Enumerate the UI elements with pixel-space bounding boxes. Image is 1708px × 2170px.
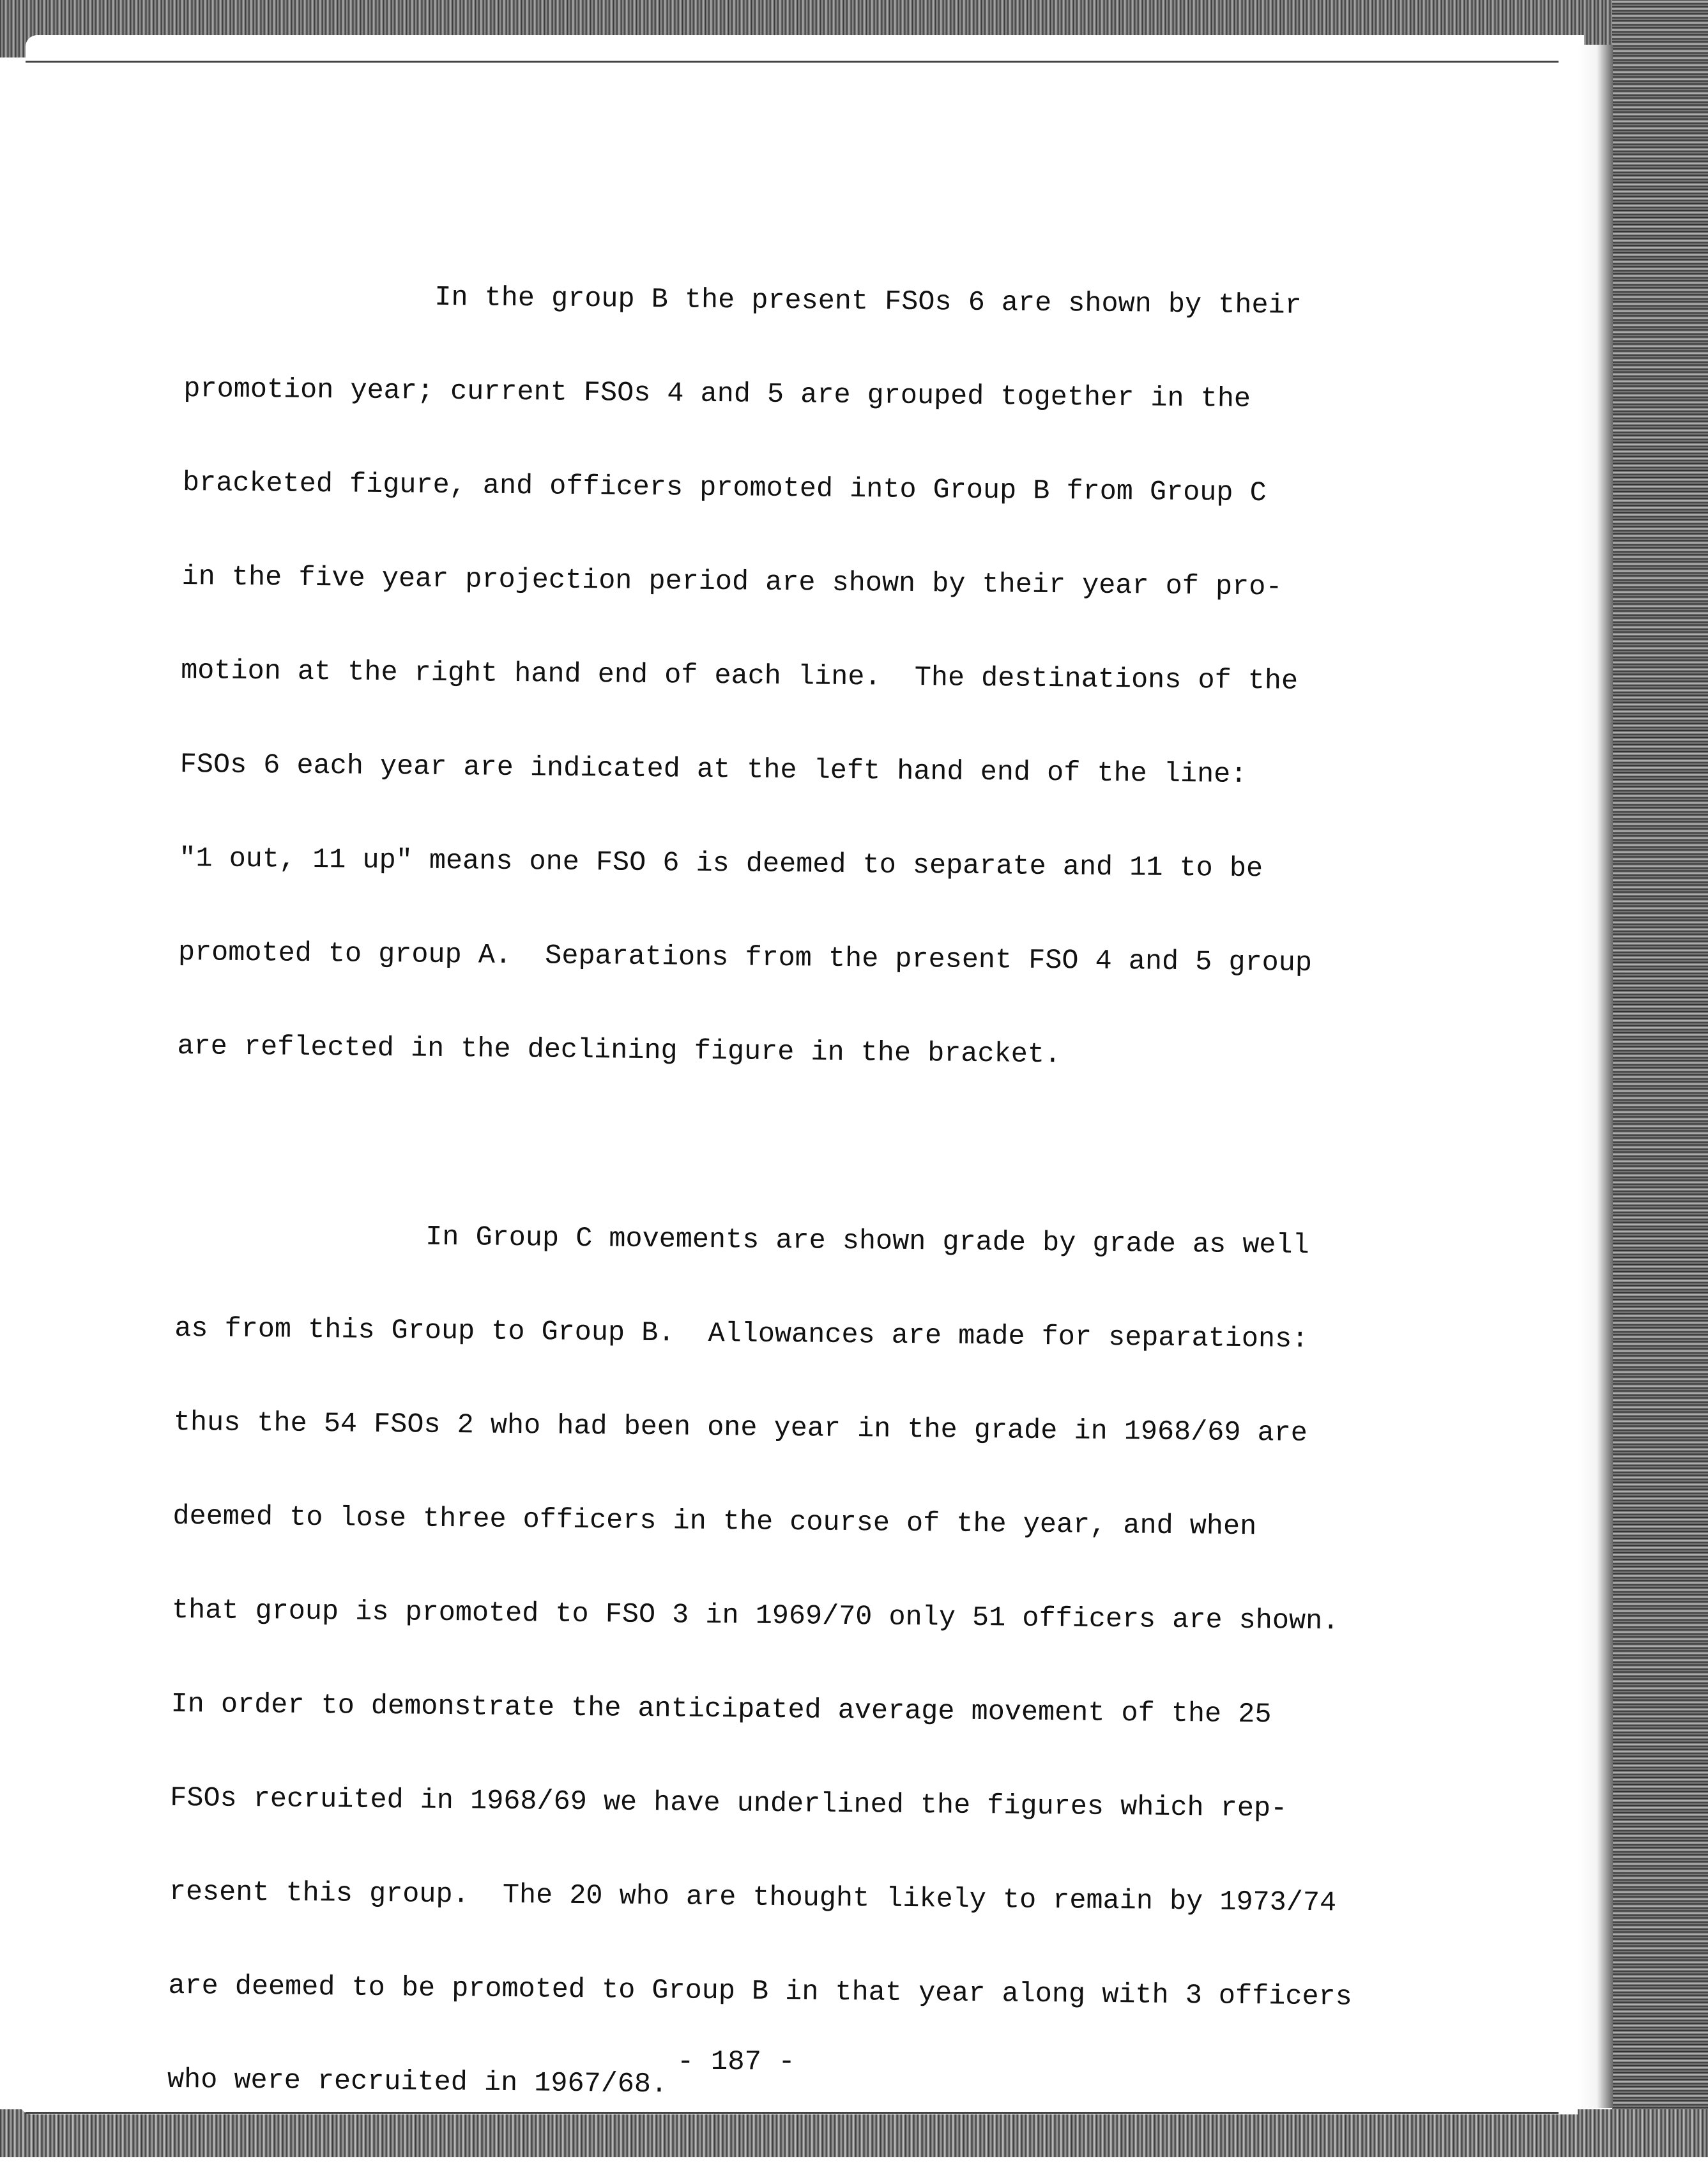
scan-edge-right — [1612, 0, 1708, 2157]
page-body — [167, 217, 1352, 2169]
text-line: In the group B the present FSOs 6 are shown by their — [184, 279, 1302, 322]
text-line: as from this Group to Group B. Allowances are made for separations: — [174, 1313, 1309, 1356]
text-line: motion at the right hand end of each line. The destinations of the — [180, 655, 1299, 698]
text-line: resent this group. The 20 who are thought likely to remain by 1973/74 — [169, 1876, 1337, 1920]
page-number: - 187 - — [677, 2046, 795, 2078]
paragraph-group-c — [167, 1157, 1352, 2169]
text-line: In Group C movements are shown grade by grade as well — [175, 1219, 1309, 1262]
paragraph-group-b — [176, 217, 1335, 1136]
text-line: deemed to lose three officers in the course of the year, and when — [172, 1501, 1257, 1543]
text-line: that group is promoted to FSO 3 in 1969/70 only 51 officers are shown. — [171, 1594, 1339, 1638]
page-border-top — [26, 61, 1559, 63]
text-line: are reflected in the declining figure in the bracket. — [177, 1030, 1062, 1071]
text-line: "1 out, 11 up" means one FSO 6 is deemed to separate and 11 to be — [179, 843, 1263, 885]
text-line: in the five year projection period are shown by their year of pro- — [181, 561, 1283, 604]
scan-edge-right-shadow — [1578, 45, 1613, 2108]
text-line: FSOs 6 each year are indicated at the left hand end of the line: — [179, 749, 1247, 791]
scan-edge-top-inner — [26, 35, 1584, 64]
text-line: FSOs recruited in 1968/69 we have underlined the figures which rep- — [170, 1782, 1288, 1825]
text-line: bracketed figure, and officers promoted into Group B from Group C — [182, 467, 1267, 510]
text-line: thus the 54 FSOs 2 who had been one year in the grade in 1968/69 are — [173, 1407, 1308, 1449]
text-line: promotion year; current FSOs 4 and 5 are grouped together in the — [183, 373, 1251, 416]
text-line: who were recruited in 1967/68. — [167, 2064, 668, 2101]
text-line: In order to demonstrate the anticipated average movement of the 25 — [171, 1688, 1272, 1731]
text-line: promoted to group A. Separations from the present FSO 4 and 5 group — [178, 936, 1313, 979]
text-line: are deemed to be promoted to Group B in that year along with 3 officers — [168, 1970, 1352, 2013]
